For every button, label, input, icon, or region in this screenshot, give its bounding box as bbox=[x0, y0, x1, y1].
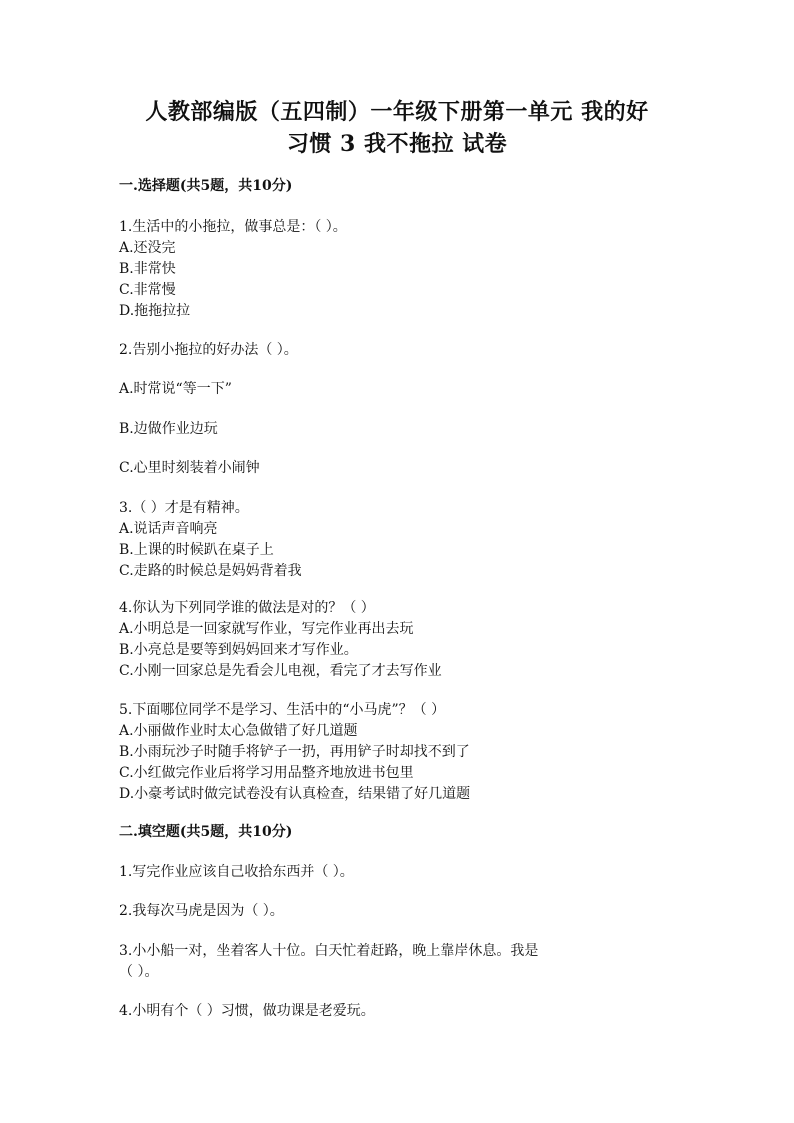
fill-question: 1.写完作业应该自己收拾东西并（ ）。 bbox=[119, 864, 354, 880]
page-title-line1: 人教部编版（五四制）一年级下册第一单元 我的好 bbox=[145, 99, 649, 125]
option-item: B.小亮总是要等到妈妈回来才写作业。 bbox=[119, 642, 358, 658]
option-item: B.上课的时候趴在桌子上 bbox=[119, 542, 274, 558]
question-stem: 5.下面哪位同学不是学习、生活中的“小马虎”？（ ） bbox=[119, 702, 446, 718]
option-item: C.走路的时候总是妈妈背着我 bbox=[119, 563, 302, 579]
option-item: B.非常快 bbox=[119, 261, 176, 277]
section-heading-choice: 一.选择题(共5题，共10分) bbox=[119, 178, 293, 194]
option-item: C.小红做完作业后将学习用品整齐地放进书包里 bbox=[119, 765, 414, 781]
option-item: C.非常慢 bbox=[119, 282, 176, 298]
fill-question-continuation: （ ）。 bbox=[119, 964, 159, 980]
option-item: D.拖拖拉拉 bbox=[119, 303, 191, 319]
option-item: A.时常说“等一下” bbox=[119, 381, 232, 397]
page-title-line2: 习惯 3 我不拖拉 试卷 bbox=[286, 131, 508, 157]
option-item: D.小豪考试时做完试卷没有认真检查，结果错了好几道题 bbox=[119, 786, 471, 802]
fill-question: 4.小明有个（ ）习惯，做功课是老爱玩。 bbox=[119, 1003, 375, 1019]
option-item: B.小雨玩沙子时随手将铲子一扔，再用铲子时却找不到了 bbox=[119, 744, 470, 760]
option-item: C.心里时刻装着小闹钟 bbox=[119, 460, 260, 476]
option-item: A.说话声音响亮 bbox=[119, 521, 218, 537]
option-item: A.小丽做作业时太心急做错了好几道题 bbox=[119, 723, 358, 739]
fill-question: 2.我每次马虎是因为（ ）。 bbox=[119, 903, 284, 919]
option-item: B.边做作业边玩 bbox=[119, 421, 218, 437]
question-stem: 4.你认为下列同学谁的做法是对的？（ ） bbox=[119, 600, 375, 616]
option-item: A.还没完 bbox=[119, 240, 176, 256]
section-heading-fill: 二.填空题(共5题，共10分) bbox=[119, 824, 293, 840]
option-item: C.小刚一回家总是先看会儿电视，看完了才去写作业 bbox=[119, 663, 442, 679]
question-stem: 3.（ ）才是有精神。 bbox=[119, 500, 249, 516]
question-stem: 2.告别小拖拉的好办法（ ）。 bbox=[119, 342, 298, 358]
fill-question: 3.小小船一对，坐着客人十位。白天忙着赶路，晚上靠岸休息。我是 bbox=[119, 943, 539, 959]
option-item: A.小明总是一回家就写作业，写完作业再出去玩 bbox=[119, 621, 414, 637]
question-stem: 1.生活中的小拖拉，做事总是：（ ）。 bbox=[119, 219, 347, 235]
